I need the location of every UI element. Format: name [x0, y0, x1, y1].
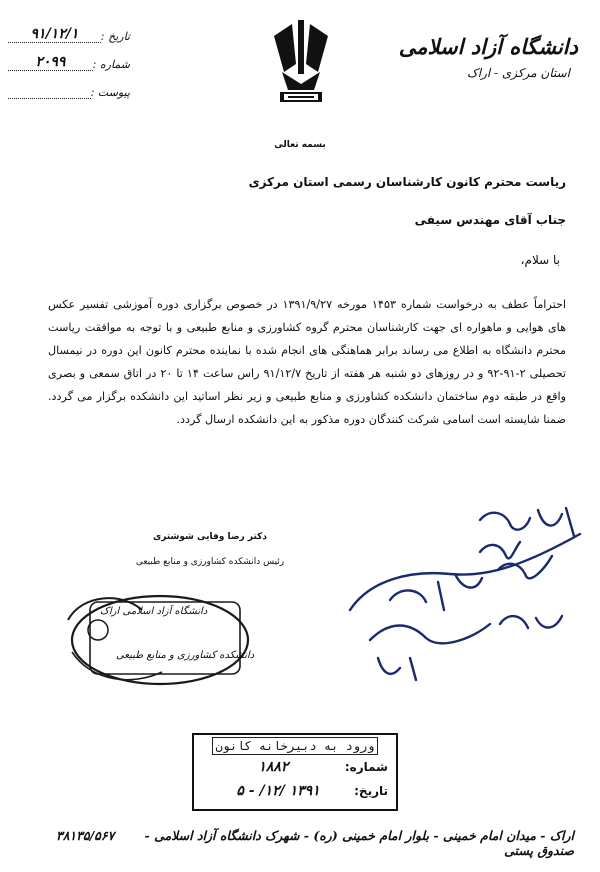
date-value: ۹۱/۱۲/۱ [8, 26, 101, 43]
stamp-line1: دانشگاه آزاد اسلامی اراک [100, 606, 208, 617]
footer-address-line [56, 828, 574, 858]
registry-date-row [202, 783, 388, 799]
university-name: دانشگاه آزاد اسلامی [398, 34, 578, 59]
number-value: ۲۰۹۹ [8, 54, 93, 71]
university-logo [270, 14, 332, 108]
footer-address: اراک - میدان امام خمینی - بلوار امام خمینی (ره) - شهرک دانشگاه آزاد اسلامی - صندوق پستی [144, 828, 574, 858]
registry-number-value: ۱۸۸۲ [258, 759, 289, 775]
registry-number-row [202, 759, 388, 775]
registry-date-label: تاریخ: [354, 784, 388, 798]
footer-postal-box: ۳۸۱۳۵/۵۶۷ [56, 828, 115, 843]
date-label: تاریخ : [100, 30, 130, 43]
registry-title-text: ورود به دبیرخانه کانون [212, 737, 379, 755]
greeting: با سلام، [520, 253, 560, 267]
addressee-line1: ریاست محترم کانون کارشناسان رسمی استان مرکزی [248, 175, 566, 189]
attachment-field [8, 82, 130, 99]
handwritten-annotation [330, 490, 600, 690]
university-branch: استان مرکزی - اراک [467, 66, 570, 80]
number-label: شماره : [92, 58, 130, 71]
date-field [8, 26, 130, 43]
signer-title: رئیس دانشکده کشاورزی و منابع طبیعی [135, 557, 285, 567]
addressee-line2: جناب آقای مهندس سیفی [414, 213, 566, 227]
number-field [8, 54, 130, 71]
bismillah: بسمه تعالی [274, 140, 326, 150]
registry-date-value: ۱۳۹۱ /۱۲/ - ۵ [236, 783, 320, 799]
registry-title [198, 737, 392, 755]
stamp-line2: دانشکده کشاورزی و منابع طبیعی [116, 650, 255, 661]
attachment-value [8, 82, 91, 99]
registry-stamp [192, 733, 398, 811]
registry-number-label: شماره: [344, 760, 388, 774]
letter-body: احتراماً عطف به درخواست شماره ۱۴۵۳ مورخه ۱۳۹۱/۹/۲۷ در خصوص برگزاری دوره آموزشی تفسیر عکس های هوایی و ماهواره ای جهت کارشناسان محترم گروه کشاورزی و منابع طبیعی و با توجه به موافقت ریاست محترم دانشگاه به اطلاع می رساند برابر هماهنگی های انجام شده با نماینده محترم کانون این دوره در نیمسال تحصیلی ۲-۹۱-۹۲ و در روزهای دو شنبه هر هفته از تاریخ ۹۱/۱۲/۷ راس ساعت ۱۴ تا ۲۰ در اتاق سمعی و بصری واقع در طبقه دوم ساختمان دانشکده کشاورزی و منابع طبیعی و زیر نظر اساتید این دانشکده برگزار می گردد. ضمنا شایسته است اسامی شرکت کنندگان دوره مذکور به این دانشکده ارسال گردد. [48, 298, 567, 426]
official-stamp [62, 590, 255, 690]
attachment-label: پیوست : [90, 86, 130, 99]
signer-name: دکتر رضا وفایی شوشتری [153, 532, 267, 542]
